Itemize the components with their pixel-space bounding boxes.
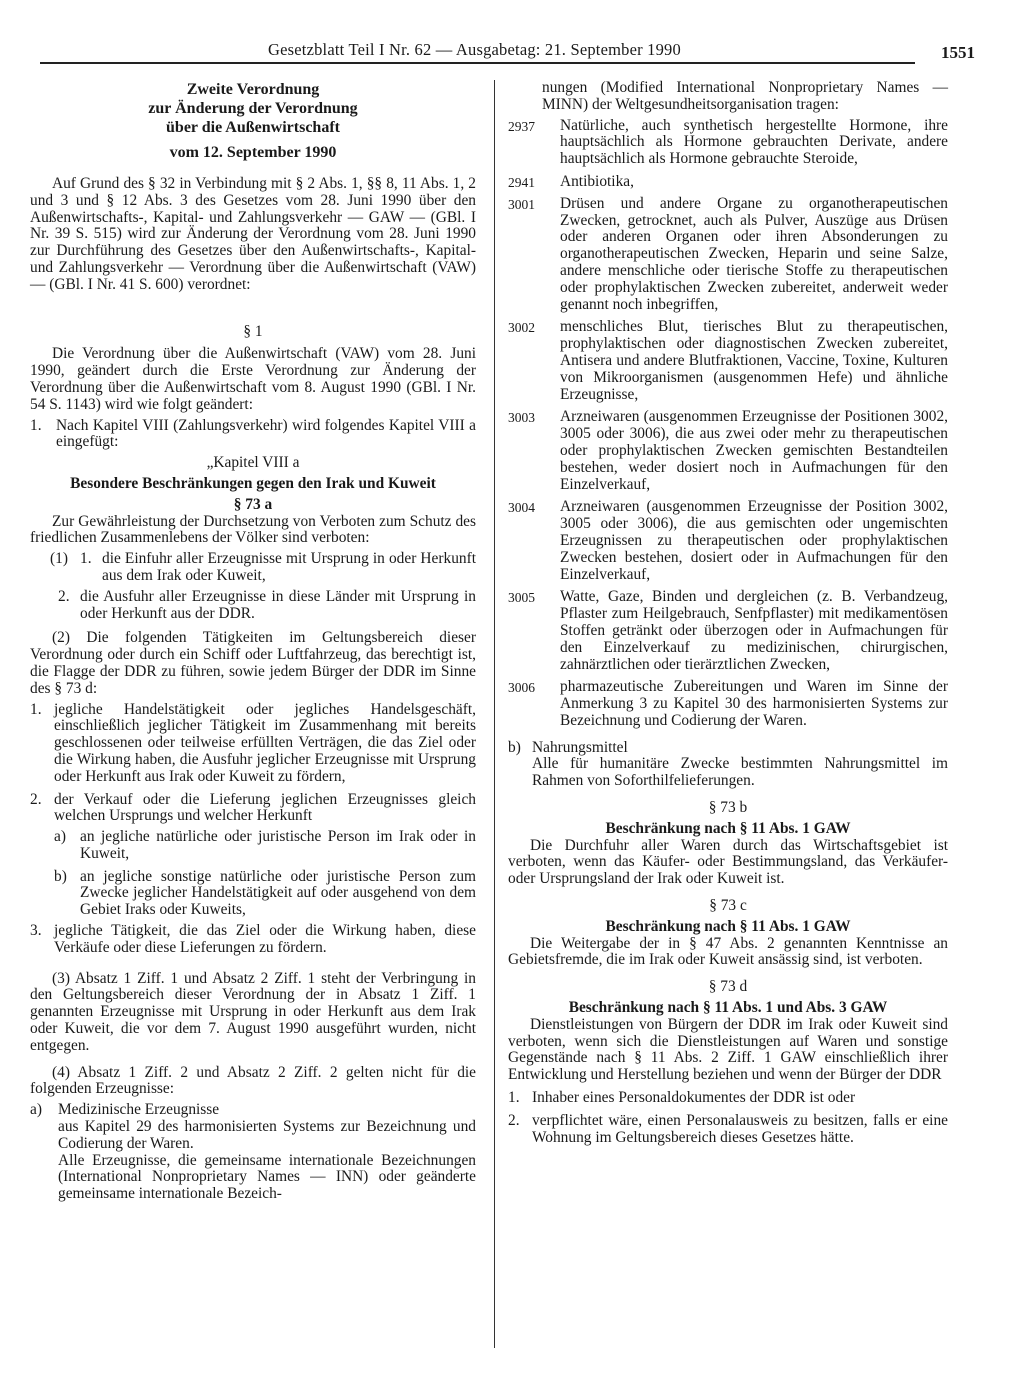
paragraph: Die Durchfuhr aller Waren durch das Wirtschaftsgebiet ist verboten, wenn das Käufer- oder Bestimmungsland, das Verkäufer- oder Ursprungsland der Irak oder Kuweit ist. (508, 836, 948, 888)
list-item (30, 589, 476, 623)
code-entry (508, 499, 948, 583)
item-text: verpflichtet wäre, einen Personalausweis zu besitzen, falls er eine Wohnung im Geltungsbereich dieses Gesetzes hätte. (532, 1111, 948, 1146)
sub-item (30, 869, 476, 919)
code-text: Antibiotika, (560, 172, 634, 190)
section-heading: § 73 a (233, 495, 273, 513)
item-number: 3. (30, 922, 42, 940)
list-item (30, 702, 476, 786)
paragraph: Zur Gewährleistung der Durchsetzung von Verboten zum Schutz des friedlichen Zusammenlebens der Völker sind verboten: (30, 512, 476, 547)
code-entry (508, 174, 948, 192)
paragraph: nungen (Modified International Nonproprietary Names — MINN) der Weltgesundheitsorganisation tragen: (542, 79, 948, 113)
item-number: 2. (30, 790, 42, 808)
code-number: 2941 (508, 174, 535, 190)
code-text: pharmazeutische Zubereitungen und Waren im Sinne der Anmerkung 3 zu Kapitel 30 des harmonisierten Systems zur Bezeichnung und Codierung der Waren. (560, 678, 948, 729)
item-number: 1. (30, 416, 42, 434)
section-title: Beschränkung nach § 11 Abs. 1 und Abs. 3 GAW (568, 999, 888, 1017)
title-line: über die Außenwirtschaft (166, 119, 340, 136)
header-title: Gesetzblatt Teil I Nr. 62 — Ausgabetag: 21. September 1990 (268, 40, 681, 59)
item-text: jegliche Handelstätigkeit oder jegliches Handelsgeschäft, einschließlich jeglicher Tätigkeit im Zusammenhang mit bereits geschlossenen oder teilweise erfüllten Verträgen, die das Ziel oder die Wirkung haben, die Ausfuhr jeglicher Erzeugnisse mit Ursprung oder Herkunft aus Irak oder Kuweit zu fördern, (54, 700, 476, 785)
paragraph: aus Kapitel 29 des harmonisierten Systems zur Bezeichnung und Codierung der Waren. (58, 1118, 476, 1152)
item-text: die Einfuhr aller Erzeugnisse mit Ursprung in oder Herkunft aus dem Irak oder Kuweit, (102, 550, 476, 584)
code-entry (508, 409, 948, 493)
item-text: Inhaber eines Personaldokumentes der DDR ist oder (532, 1089, 856, 1107)
header-rule (40, 62, 915, 64)
item-letter: a) (30, 1101, 42, 1119)
paragraph: (3) Absatz 1 Ziff. 1 und Absatz 2 Ziff. 1 steht der Verbringung in den Geltungsbereich dieser Verordnung der in Absatz 1 Ziff. 1 genannten Erzeugnisse mit Ursprung in oder Herkunft aus dem Irak oder Kuweit, die vor dem 7. August 1990 ausgeführt wurden, nicht entgegen. (30, 969, 476, 1054)
code-number: 3002 (508, 320, 535, 336)
section-heading: § 73 d (708, 978, 748, 996)
code-number: 3004 (508, 500, 535, 516)
item-heading: Medizinische Erzeugnisse (58, 1101, 220, 1119)
item-letter: b) (54, 867, 67, 885)
item-text: Nach Kapitel VIII (Zahlungsverkehr) wird folgendes Kapitel VIII a eingefügt: (56, 416, 476, 451)
paragraph: Alle für humanitäre Zwecke bestimmten Nahrungsmittel im Rahmen von Soforthilfelieferungen. (532, 755, 948, 790)
list-item (30, 923, 476, 957)
item-number: 2. (508, 1111, 520, 1129)
section-title: Beschränkung nach § 11 Abs. 1 GAW (605, 917, 851, 935)
intro-paragraph: Auf Grund des § 32 in Verbindung mit § 2 Abs. 1, §§ 8, 11 Abs. 1, 2 und 3 und § 12 Abs. 3 des Gesetzes vom 28. Juni 1990 über den Außenwirtschafts-, Kapital- und Zahlungsverkehr — GAW — (GBl. I Nr. 39 S. 515) wird zur Änderung der Verordnung vom 28. Juni 1990 zur Durchführung des Gesetzes über den Außenwirtschafts-, Kapital- und Zahlungsverkehr — Verordnung über die Außenwirtschaft (VAW) — (GBl. I Nr. 41 S. 600) verordnet: (30, 175, 476, 293)
code-entry (508, 196, 948, 314)
title-date: vom 12. September 1990 (169, 144, 337, 161)
paragraph: Die Verordnung über die Außenwirtschaft (VAW) vom 28. Juni 1990, geändert durch die Erste Verordnung zur Änderung der Verordnung über die Außenwirtschaft vom 8. August 1990 (GBl. I Nr. 54 S. 1143) wird wie folgt geändert: (30, 345, 476, 413)
paragraph: (2) Die folgenden Tätigkeiten im Geltungsbereich dieser Verordnung oder durch ein Schiff oder Luftfahrzeug, das berechtigt ist, die Flagge der DDR zu führen, sowie jedem Bürger der DDR im Sinne des § 73 d: (30, 629, 476, 697)
sub-item (30, 829, 476, 863)
item-text: die Ausfuhr aller Erzeugnisse in diese Länder mit Ursprung in oder Herkunft aus der DDR. (80, 587, 476, 622)
code-text: Arzneiwaren (ausgenommen Erzeugnisse der Position 3002, 3005 oder 3006), die aus gemischten oder ungemischten Erzeugnissen zu therapeutischen oder prophylaktischen Zwecken bestehen, dosiert oder in Aufmachungen für den Einzelverkauf, (560, 498, 948, 583)
column-divider (494, 80, 495, 1348)
list-item (30, 418, 476, 452)
item-letter: b) (508, 738, 521, 756)
item-number: 2. (58, 587, 70, 605)
item-heading: Nahrungsmittel (532, 738, 628, 756)
item-number: 1. (80, 550, 92, 568)
page-number: 1551 (941, 43, 975, 62)
code-number: 3006 (508, 680, 535, 696)
item-letter: a) (54, 828, 66, 846)
section-heading: § 73 b (708, 799, 748, 817)
item-text: der Verkauf oder die Lieferung jeglichen Erzeugnisses gleich welchen Ursprungs und welcher Herkunft (54, 790, 476, 825)
paragraph: (4) Absatz 1 Ziff. 2 und Absatz 2 Ziff. 2 gelten nicht für die folgenden Erzeugnisse: (30, 1063, 476, 1098)
page-header (40, 40, 975, 64)
code-text: menschliches Blut, tierisches Blut zu therapeutischen, prophylaktischen oder diagnostischen Zwecken zubereitet, Antisera und andere Blutfraktionen, Vaccine, Toxine, Kulturen von Mikroorganismen (ausgenommen Hefe) und ähnliche Erzeugnisse, (560, 318, 948, 403)
code-entry (508, 589, 948, 673)
code-text: Arzneiwaren (ausgenommen Erzeugnisse der Positionen 3002, 3005 oder 3006), die aus zwei oder mehr zu therapeutischen oder prophylaktischen Zwecken gemischten Bestandteilen bestehen, weder dosiert noch in Aufmachungen für den Einzelverkauf, (560, 408, 948, 493)
code-entry (508, 319, 948, 403)
title-line: Zweite Verordnung (186, 81, 320, 98)
list-item (30, 1102, 476, 1119)
title-line: zur Änderung der Verordnung (148, 100, 358, 117)
list-item (30, 551, 476, 585)
left-column (30, 80, 476, 1203)
code-number: 3003 (508, 410, 535, 426)
code-number: 2937 (508, 118, 535, 134)
section-heading: § 73 c (709, 897, 747, 915)
list-item (508, 1090, 948, 1107)
section-title: Beschränkung nach § 11 Abs. 1 GAW (605, 819, 851, 837)
item-text: an jegliche sonstige natürliche oder juristische Person zum Zwecke jeglicher Handelstätigkeit auf oder ausgehend von dem Gebiet Iraks oder Kuweits, (80, 867, 476, 919)
item-text: an jegliche natürliche oder juristische Person im Irak oder in Kuweit, (80, 828, 476, 862)
code-number: 3005 (508, 590, 535, 606)
list-item (30, 792, 476, 826)
chapter-title: Besondere Beschränkungen gegen den Irak und Kuweit (70, 474, 436, 492)
code-text: Drüsen und andere Organe zu organotherapeutischen Zwecken, getrocknet, auch als Pulver, Auszüge aus Drüsen oder anderen Organen oder ihren Absonderungen zu organotherapeutischen Zwecken, Heparin und seine Salze, andere menschliche oder tierische Stoffe zu therapeutischen oder prophylaktischen Zwecken zubereitet, anderweit weder genannt noch inbegriffen, (560, 194, 948, 313)
chapter-heading: „Kapitel VIII a (206, 454, 300, 472)
code-text: Watte, Gaze, Binden und dergleichen (z. B. Verbandzeug, Pflaster zum Heilgebrauch, Senfpflaster) mit medikamentösen Stoffen getränkt oder überzogen oder in Aufmachungen für den Einzelverkauf zu medizinischen, chirurgischen, zahnärztlichen oder tierärztlichen Zwecken, (560, 588, 948, 673)
code-number: 3001 (508, 196, 535, 212)
item-number: 1. (30, 700, 42, 718)
right-column (508, 80, 948, 1146)
paragraph: Alle Erzeugnisse, die gemeinsame internationale Bezeichnungen (International Nonproprietary Names — INN) oder geänderte gemeinsame internationale Bezeich- (58, 1151, 476, 1203)
code-entry (508, 118, 948, 168)
item-text: jegliche Tätigkeit, die das Ziel oder die Wirkung haben, diese Verkäufe oder diese Lieferungen zu fördern. (54, 922, 476, 956)
code-text: Natürliche, auch synthetisch hergestellte Hormone, ihre hauptsächlich als Hormone gebrauchten Derivate, andere hauptsächlich als Hormone gebrauchte Steroide, (560, 116, 948, 168)
list-item (508, 1113, 948, 1147)
abs-label: (1) (50, 550, 68, 568)
section-heading: § 1 (243, 322, 263, 340)
list-item (508, 740, 948, 757)
paragraph: Dienstleistungen von Bürgern der DDR im Irak oder Kuweit sind verboten, wenn sich die Dienstleistungen auf Waren und sonstige Gegenstände nach § 11 Abs. 2 Ziff. 1 GAW einschließlich ihrer Entwicklung und Herstellung beziehen und wenn der Bürger der DDR (508, 1015, 948, 1084)
paragraph: Die Weitergabe der in § 47 Abs. 2 genannten Kenntnisse an Gebietsfremde, die im Irak oder Kuweit ansässig sind, ist verboten. (508, 934, 948, 969)
item-number: 1. (508, 1089, 520, 1107)
code-entry (508, 679, 948, 729)
